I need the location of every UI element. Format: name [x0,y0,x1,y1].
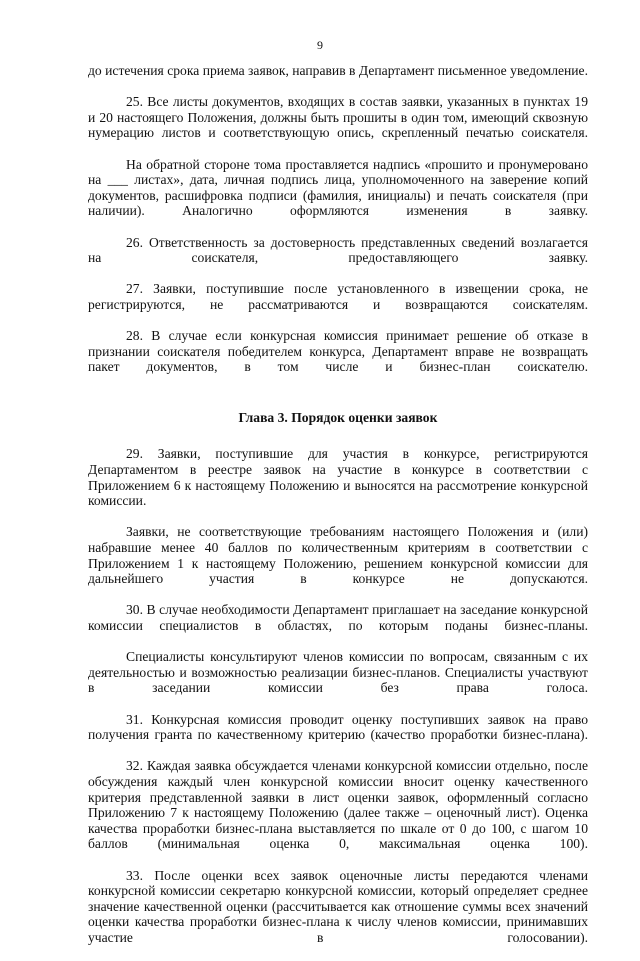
paragraph-33: 33. После оценки всех заявок оценочные листы передаются членами конкурсной комиссии секретарю конкурсной комиссии, который определяет среднее значение качественной оценки (рассчитывается как отношение суммы всех значений оценки качества проработки бизнес-плана к числу членов комиссии, принимавших участие в голосовании). [88,868,588,961]
paragraph-30: 30. В случае необходимости Департамент приглашает на заседание конкурсной комиссии специалистов в областях, по которым поданы бизнес-планы. [88,602,588,649]
paragraph-31: 31. Конкурсная комиссия проводит оценку поступивших заявок на право получения гранта по качественному критерию (качество проработки бизнес-плана). [88,712,588,759]
chapter-title: Глава 3. Порядок оценки заявок [88,410,588,426]
paragraph-32: 32. Каждая заявка обсуждается членами конкурсной комиссии отдельно, после обсуждения каждый член конкурсной комиссии вносит оценку качественного критерия представленной заявки в лист оценки заявок, оформленный согласно Приложению 7 к настоящему Положению (далее также – оценочный лист). Оценка качества проработки бизнес-плана выставляется по шкале от 0 до 100, с шагом 10 баллов (минимальная оценка 0, максимальная оценка 100). [88,758,588,867]
paragraph-25: 25. Все листы документов, входящих в состав заявки, указанных в пунктах 19 и 20 настоящего Положения, должны быть прошиты в один том, имеющий сквозную нумерацию листов и соответствующую опись, скрепленный печатью соискателя. [88,94,588,156]
paragraph-25-binding-note: На обратной стороне тома проставляется надпись «прошито и пронумеровано на ___ листах», дата, личная подпись лица, уполномоченного на заверение копий документов, расшифровка подписи (фамилия, инициалы) и печать соискателя (при наличии). Аналогично оформляются изменения в заявку. [88,157,588,235]
page-content [88,63,588,961]
paragraph-continuation: до истечения срока приема заявок, направив в Департамент письменное уведомление. [88,63,588,94]
paragraph-29: 29. Заявки, поступившие для участия в конкурсе, регистрируются Департаментом в реестре заявок на участие в конкурсе в соответствии с Приложением 6 к настоящему Положению и выносятся на рассмотрение конкурсной комиссии. [88,446,588,524]
paragraph-26: 26. Ответственность за достоверность представленных сведений возлагается на соискателя, предоставляющего заявку. [88,235,588,282]
paragraph-30-specialists: Специалисты консультируют членов комиссии по вопросам, связанным с их деятельностью и возможностью реализации бизнес-планов. Специалисты участвуют в заседании комиссии без права голоса. [88,649,588,711]
page-number: 9 [0,38,640,54]
paragraph-29-rejection: Заявки, не соответствующие требованиям настоящего Положения и (или) набравшие менее 40 баллов по количественным критериям в соответствии с Приложением 1 к настоящему Положению, решением конкурсной комиссии для дальнейшего участия в конкурсе не допускаются. [88,524,588,602]
paragraph-27: 27. Заявки, поступившие после установленного в извещении срока, не регистрируются, не рассматриваются и возвращаются соискателям. [88,281,588,328]
paragraph-28: 28. В случае если конкурсная комиссия принимает решение об отказе в признании соискателя победителем конкурса, Департамент вправе не возвращать пакет документов, в том числе и бизнес-план соискателю. [88,328,588,390]
